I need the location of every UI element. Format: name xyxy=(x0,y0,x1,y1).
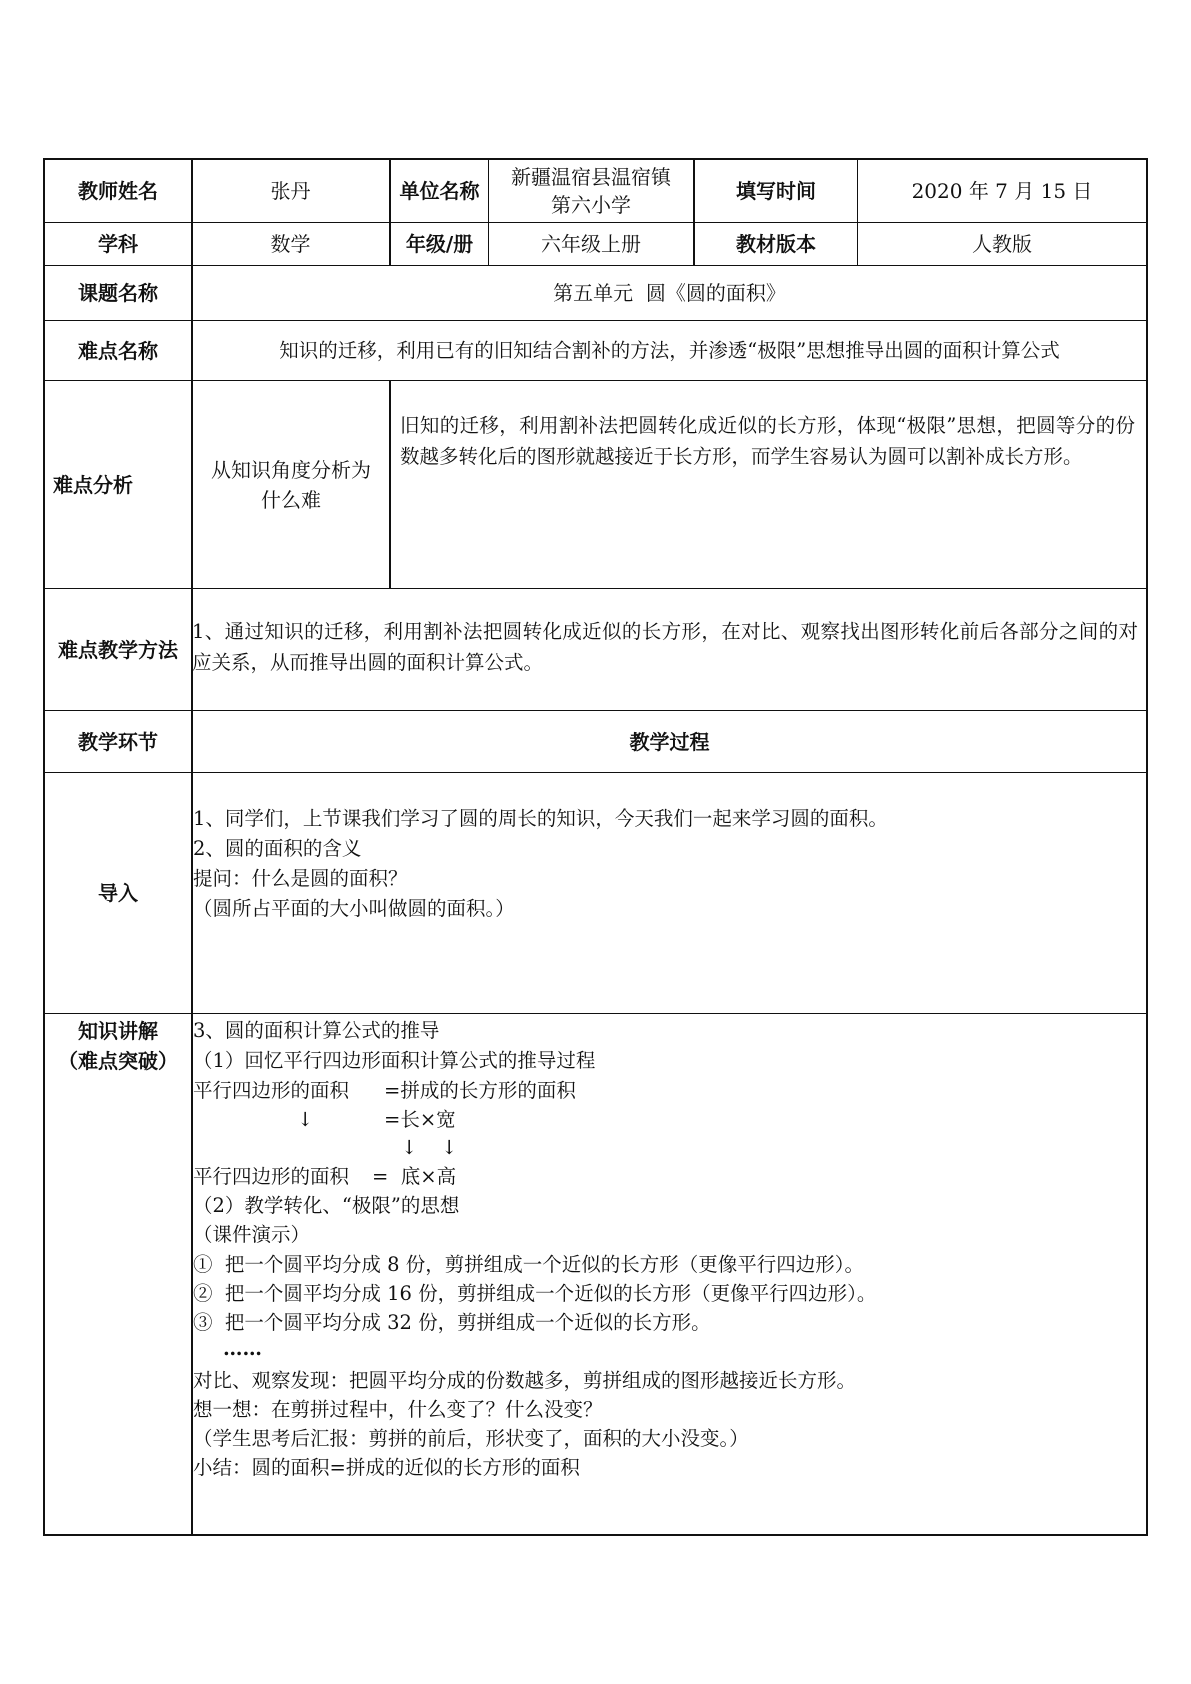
knowledge-line: 对比、观察发现：把圆平均分成的份数越多，剪拼组成的图形越接近长方形。 xyxy=(193,1369,857,1392)
intro-label: 导入 xyxy=(98,881,138,905)
edition-value: 人教版 xyxy=(972,232,1032,256)
edition-label: 教材版本 xyxy=(736,232,816,256)
knowledge-label-line1: 知识讲解 xyxy=(78,1019,158,1043)
stage-header: 教学环节 xyxy=(78,729,158,754)
analysis-sub-label-line1: 从知识角度分析为 xyxy=(211,457,371,482)
intro-line: 1、同学们，上节课我们学习了圆的周长的知识，今天我们一起来学习圆的面积。 xyxy=(193,807,888,830)
row-divider xyxy=(43,588,1148,589)
knowledge-line: 3、圆的面积计算公式的推导 xyxy=(193,1019,440,1042)
ellipsis: …… xyxy=(223,1337,262,1360)
intro-line: 提问：什么是圆的面积？ xyxy=(193,867,408,890)
intro-line: 2、圆的面积的含义 xyxy=(193,837,362,860)
unit-name-line2: 第六小学 xyxy=(551,193,631,217)
knowledge-line: 平行四边形的面积 xyxy=(193,1079,350,1102)
grade-value: 六年级上册 xyxy=(541,232,641,256)
down-arrow-icon: ↓ xyxy=(441,1136,458,1159)
analysis-sub-label xyxy=(193,381,389,588)
subject-label: 学科 xyxy=(98,232,138,256)
knowledge-line: ③ 把一个圆平均分成 32 份，剪拼组成一个近似的长方形。 xyxy=(193,1311,711,1334)
method-label: 难点教学方法 xyxy=(58,637,178,662)
analysis-text: 旧知的迁移，利用割补法把圆转化成近似的长方形，体现“极限”思想，把圆等分的份数越多转化后的图形就越接近于长方形，而学生容易认为圆可以割补成长方形。 xyxy=(400,414,1135,468)
teacher-name-value: 张丹 xyxy=(270,179,311,203)
knowledge-line: （1）回忆平行四边形面积计算公式的推导过程 xyxy=(193,1049,596,1072)
subject-value: 数学 xyxy=(270,232,311,256)
row-divider xyxy=(43,772,1148,773)
method-text: 1、通过知识的迁移，利用割补法把圆转化成近似的长方形，在对比、观察找出图形转化前后各部分之间的对应关系，从而推导出圆的面积计算公式。 xyxy=(192,620,1138,674)
row-divider xyxy=(43,1013,1148,1014)
grade-label: 年级/册 xyxy=(405,232,474,256)
analysis-sub-label-line2: 什么难 xyxy=(261,487,321,512)
process-header: 教学过程 xyxy=(629,729,710,754)
knowledge-line: （2）教学转化、“极限”的思想 xyxy=(193,1194,460,1217)
unit-name-line1: 新疆温宿县温宿镇 xyxy=(511,165,671,189)
difficulty-value: 知识的迁移，利用已有的旧知结合割补的方法，并渗透“极限”思想推导出圆的面积计算公式 xyxy=(279,338,1060,362)
topic-label: 课题名称 xyxy=(78,281,158,305)
table-border-right xyxy=(1146,158,1148,1536)
fill-date-label: 填写时间 xyxy=(736,179,816,203)
difficulty-label: 难点名称 xyxy=(78,338,158,363)
knowledge-line: （课件演示） xyxy=(193,1223,311,1246)
knowledge-label-line2: （难点突破） xyxy=(58,1049,178,1073)
knowledge-line: =拼成的长方形的面积 xyxy=(384,1079,576,1102)
table-border-bottom xyxy=(43,1534,1148,1536)
unit-name-value xyxy=(489,160,693,222)
analysis-label: 难点分析 xyxy=(53,472,133,497)
lesson-plan-table xyxy=(43,158,1148,1536)
knowledge-line: ② 把一个圆平均分成 16 份，剪拼组成一个近似的长方形（更像平行四边形）。 xyxy=(193,1282,877,1305)
knowledge-line: 想一想：在剪拼过程中，什么变了？什么没变？ xyxy=(193,1398,603,1421)
knowledge-line: 小结：圆的面积=拼成的近似的长方形的面积 xyxy=(193,1456,580,1479)
knowledge-line: （学生思考后汇报：剪拼的前后，形状变了，面积的大小没变。） xyxy=(193,1427,749,1450)
unit-name-label: 单位名称 xyxy=(399,179,480,203)
teacher-name-label: 教师姓名 xyxy=(78,179,158,203)
knowledge-line: ① 把一个圆平均分成 8 份，剪拼组成一个近似的长方形（更像平行四边形）。 xyxy=(193,1253,864,1276)
knowledge-line: =长×宽 xyxy=(384,1108,456,1131)
topic-value: 第五单元 圆《圆的面积》 xyxy=(553,281,786,305)
knowledge-line: 平行四边形的面积 xyxy=(193,1165,350,1188)
fill-date-value: 2020 年 7 月 15 日 xyxy=(911,179,1093,203)
knowledge-line: = 底×高 xyxy=(372,1165,457,1188)
column-divider xyxy=(389,380,391,588)
down-arrow-icon: ↓ xyxy=(401,1136,418,1159)
knowledge-label xyxy=(45,1016,191,1076)
down-arrow-icon: ↓ xyxy=(297,1108,314,1131)
intro-line: （圆所占平面的大小叫做圆的面积。） xyxy=(193,897,515,920)
